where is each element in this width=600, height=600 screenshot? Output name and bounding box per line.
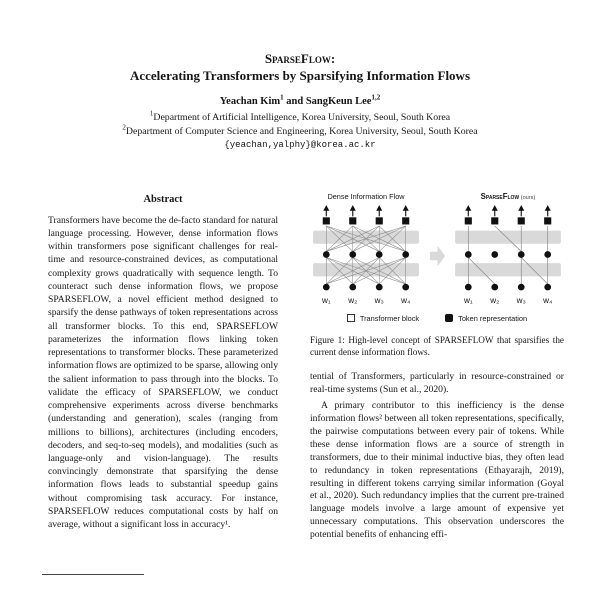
transformer-block-band (455, 263, 561, 276)
legend-item-transformer-block (347, 314, 419, 323)
body-paragraph-1: tential of Transformers, particularly in resource-constrained or real-time systems (Sun et al., 2020). (310, 371, 564, 395)
affiliation-2: $^2$Department of Computer Science and Engineering, Korea University, Seoul, South Korea (122, 123, 478, 137)
svg-text:w₃: w₃ (374, 295, 384, 305)
figure-diagrams (310, 192, 564, 306)
sparse-flow-diagram (452, 204, 564, 306)
abstract-text: Transformers have become the de-facto standard for natural language processing. However, dense information flows within transformers pose significant challenges for real-time and resource-constrained devices, as computational complexity grows quadratically with sequence length. To counteract such dense information flows, we propose SPARSEFLOW, a novel efficient method designed to sparsify the dense pathways of token representations across all transformer blocks. To this end, SPARSEFLOW parameterizes the information flows linking token representations to transformer blocks. These parameterized information flows are optimized to be sparse, allowing only the salient information to pass through into the blocks. To validate the efficacy of SPARSEFLOW, we conduct comprehensive experiments across diverse benchmarks (understanding and generation), scales (ranging from millions to billions), architectures (including encoders, decoders, and seq-to-seq models), and modalities (such as language-only and vision-language). The results convincingly demonstrate that sparsifying the dense information flows leads to substantial speedup gains without compromising task accuracy. For instance, SPARSEFLOW reduces computational costs by half on average, without a significant loss in accuracy¹. (48, 214, 278, 531)
affiliation-1: $^1$Department of Artificial Intelligence, Korea University, Seoul, South Korea (149, 110, 451, 124)
legend-item-token (445, 314, 527, 323)
title-line-1: SparseFlow: (264, 51, 336, 66)
affiliations (0, 111, 600, 149)
title-line-2: Accelerating Transformers by Sparsifying Information Flows (129, 68, 471, 84)
up-arrow-icons (468, 209, 547, 216)
input-token-labels (321, 296, 410, 305)
svg-text:w₂: w₂ (348, 295, 358, 305)
legend-label: Token representation (458, 313, 528, 323)
email-line: {yeachan,yalphy}@korea.ac.kr (224, 139, 376, 150)
author-1: Yeachan Kim$^1$ (219, 93, 284, 108)
svg-text:w₄: w₄ (543, 295, 553, 305)
svg-text:w₃: w₃ (516, 295, 526, 305)
transformer-block-band (313, 263, 419, 276)
left-column (36, 190, 290, 542)
svg-text:w₁: w₁ (321, 295, 331, 305)
svg-text:w₂: w₂ (490, 295, 500, 305)
sparse-flow-panel (452, 192, 564, 306)
token-squares (323, 217, 410, 224)
figure-legend (310, 314, 564, 323)
author-2: SangKeun Lee$^{1,2}$ (305, 93, 381, 108)
legend-label: Transformer block (359, 313, 420, 323)
up-arrow-icons (326, 209, 405, 216)
transformer-block-band (455, 230, 561, 243)
paper-header (0, 0, 600, 150)
flow-transition-arrow-icon (429, 243, 446, 269)
dense-flow-diagram (310, 204, 422, 306)
right-column (310, 190, 564, 542)
footnote-rule (42, 574, 144, 575)
token-squares (465, 217, 552, 224)
author-joiner: and (283, 96, 306, 108)
diagram-label-dense: Dense Information Flow (327, 191, 405, 201)
figure-caption: Figure 1: High-level concept of SPARSEFLOW that sparsifies the current dense information flows. (310, 334, 564, 357)
svg-text:w₄: w₄ (401, 295, 411, 305)
input-token-labels (463, 296, 552, 305)
abstract-heading: Abstract (143, 193, 183, 205)
body-paragraph-2: A primary contributor to this inefficiency is the dense information flows² between all token representations, specifically, the pairwise computations between every pair of tokens. While these dense information flows are a source of strength in transformers, due to their minimal inductive bias, they often lead to redundancy in token representations (Ethayarajh, 2019), resulting in different tokens carrying similar information (Goyal et al., 2020). Such redundancy implies that the current pre-trained language models involve a large amount of expensive yet unnecessary computations. This observation underscores the potential benefits of enhancing effi- (310, 399, 564, 541)
paper-title (0, 50, 600, 84)
diagram-label-sparseflow: SparseFlow (ours) (480, 191, 536, 201)
figure-1 (310, 192, 564, 358)
authors-line (0, 93, 600, 108)
token-representation-icon (445, 314, 453, 322)
transformer-block-icon (347, 314, 355, 322)
dense-flow-panel (310, 192, 422, 306)
two-column-layout (0, 190, 600, 542)
svg-text:w₁: w₁ (463, 295, 473, 305)
